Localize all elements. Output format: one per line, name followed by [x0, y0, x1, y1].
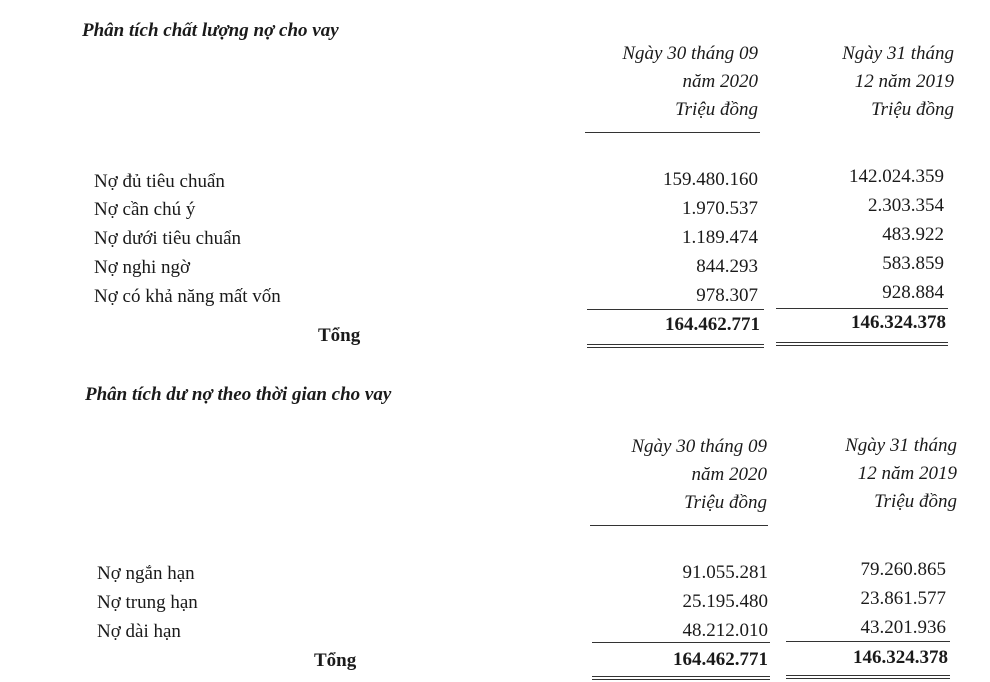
s2-row-v2019: 43.201.936 — [860, 617, 946, 638]
s1-total-v2020: 164.462.771 — [665, 314, 760, 335]
s1-row-v2020: 1.189.474 — [682, 227, 758, 248]
s1-row-v2020: 844.293 — [696, 256, 758, 277]
s1-row-label: Nợ đủ tiêu chuẩn — [94, 171, 225, 192]
s1-row-label: Nợ nghi ngờ — [94, 257, 191, 278]
section2-col2-line1: Ngày 31 tháng — [845, 435, 957, 456]
s2-total-v2019: 146.324.378 — [853, 647, 948, 668]
s1-row-v2019: 2.303.354 — [868, 195, 944, 216]
s2-row-v2020: 25.195.480 — [682, 591, 768, 612]
section2-title: Phân tích dư nợ theo thời gian cho vay — [85, 384, 392, 405]
s2-total-double-rule-2020 — [592, 676, 770, 680]
s1-row-label: Nợ có khả năng mất vốn — [94, 286, 281, 307]
section1-col2-line2: 12 năm 2019 — [854, 71, 954, 92]
section1-col1-unit: Triệu đồng — [675, 99, 758, 120]
section2-col1-header — [631, 433, 767, 517]
s2-row-label: Nợ dài hạn — [97, 621, 181, 642]
section2-col1-unit: Triệu đồng — [684, 492, 767, 513]
section2-col1-header-rule — [590, 525, 768, 526]
s2-subtotal-rule-2019 — [786, 641, 950, 642]
s1-total-double-rule-2020 — [587, 344, 764, 348]
s1-row-label: Nợ dưới tiêu chuẩn — [94, 228, 241, 249]
section2-col2-unit: Triệu đồng — [874, 491, 957, 512]
section2-col2-line2: 12 năm 2019 — [857, 463, 957, 484]
s1-total-double-rule-2019 — [776, 342, 948, 346]
s2-total-double-rule-2019 — [786, 675, 950, 679]
section1-col1-header-rule — [585, 132, 760, 133]
s1-total-v2019: 146.324.378 — [851, 312, 946, 333]
s1-row-label: Nợ cần chú ý — [94, 199, 196, 220]
s2-row-v2020: 91.055.281 — [682, 562, 768, 583]
s2-row-v2019: 79.260.865 — [860, 559, 946, 580]
s1-row-v2019: 583.859 — [882, 253, 944, 274]
s1-row-v2019: 928.884 — [882, 282, 944, 303]
s1-total-label: Tổng — [318, 325, 361, 346]
section2-col1-line1: Ngày 30 tháng 09 — [631, 436, 767, 457]
section1-col1-line1: Ngày 30 tháng 09 — [622, 43, 758, 64]
section2-col2-header — [845, 432, 957, 516]
s1-subtotal-rule-2019 — [776, 308, 948, 309]
section1-col1-line2: năm 2020 — [682, 71, 758, 92]
section1-col2-unit: Triệu đồng — [871, 99, 954, 120]
section1-col1-header — [622, 40, 758, 124]
s2-total-label: Tổng — [314, 650, 357, 671]
s1-row-v2019: 483.922 — [882, 224, 944, 245]
s1-subtotal-rule-2020 — [587, 309, 764, 310]
s1-row-v2020: 1.970.537 — [682, 198, 758, 219]
section2-col1-line2: năm 2020 — [691, 464, 767, 485]
s1-row-v2020: 159.480.160 — [663, 169, 758, 190]
s2-row-label: Nợ ngắn hạn — [97, 563, 195, 584]
section1-col2-line1: Ngày 31 tháng — [842, 43, 954, 64]
s2-subtotal-rule-2020 — [592, 642, 770, 643]
s2-row-v2019: 23.861.577 — [860, 588, 946, 609]
section1-col2-header — [842, 40, 954, 124]
s2-row-label: Nợ trung hạn — [97, 592, 198, 613]
s2-row-v2020: 48.212.010 — [682, 620, 768, 641]
s1-row-v2020: 978.307 — [696, 285, 758, 306]
s1-row-v2019: 142.024.359 — [849, 166, 944, 187]
s2-total-v2020: 164.462.771 — [673, 649, 768, 670]
section1-title: Phân tích chất lượng nợ cho vay — [82, 20, 339, 41]
